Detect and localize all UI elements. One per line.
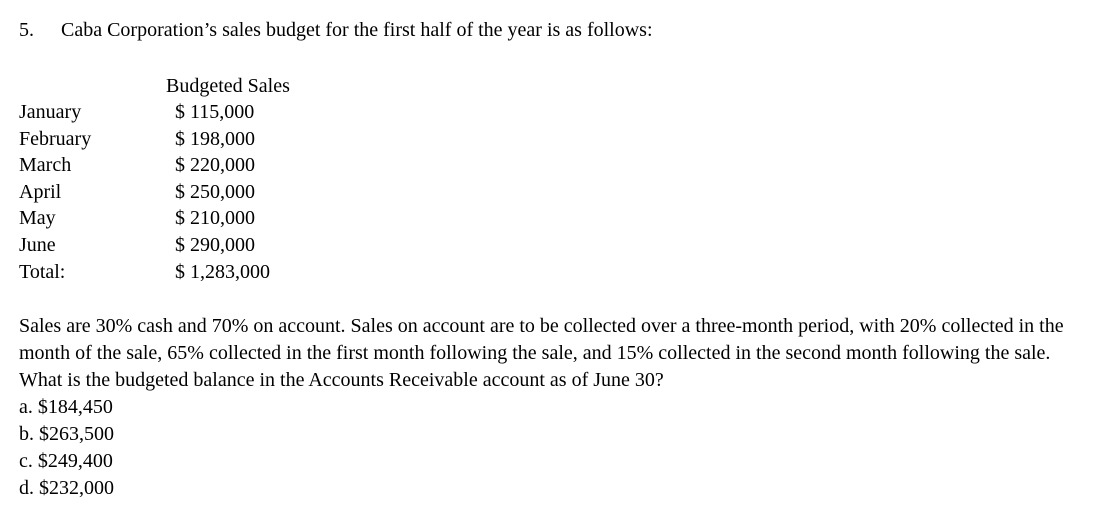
month-label: January xyxy=(19,101,82,123)
question-text: Sales are 30% cash and 70% on account. Sales on account are to be collected over a three-month period, with 20% collected in the month of the sale, 65% collected in the first month following the sale, and 15% collected in the second month following the sale. What is the budgeted balance in the Accounts Receivable account as of June 30? xyxy=(19,315,1064,391)
sales-amount: $ 210,000 xyxy=(175,207,255,230)
question-body xyxy=(19,313,1094,394)
choice-c: c. $249,400 xyxy=(19,450,113,472)
sales-amount: $ 220,000 xyxy=(175,154,255,177)
month-label: March xyxy=(19,154,72,177)
month-label: April xyxy=(19,180,62,203)
answer-choices xyxy=(19,394,114,502)
question-header xyxy=(19,18,653,42)
choice-b: b. $263,500 xyxy=(19,423,114,445)
question-number: 5. xyxy=(19,19,34,41)
sales-amount: $ 198,000 xyxy=(175,127,255,150)
month-label: June xyxy=(19,233,56,256)
total-label: Total: xyxy=(19,260,66,283)
sales-amount: $ 250,000 xyxy=(175,180,255,203)
month-label: May xyxy=(19,207,56,230)
month-label: February xyxy=(19,127,92,150)
total-amount: $ 1,283,000 xyxy=(175,260,270,283)
question-intro: Caba Corporation’s sales budget for the first half of the year is as follows: xyxy=(61,19,653,41)
sales-amount: $ 115,000 xyxy=(175,101,255,123)
table-header-budgeted-sales: Budgeted Sales xyxy=(166,75,290,97)
choice-d: d. $232,000 xyxy=(19,477,114,499)
sales-amount: $ 290,000 xyxy=(175,233,255,256)
choice-a: a. $184,450 xyxy=(19,396,113,418)
